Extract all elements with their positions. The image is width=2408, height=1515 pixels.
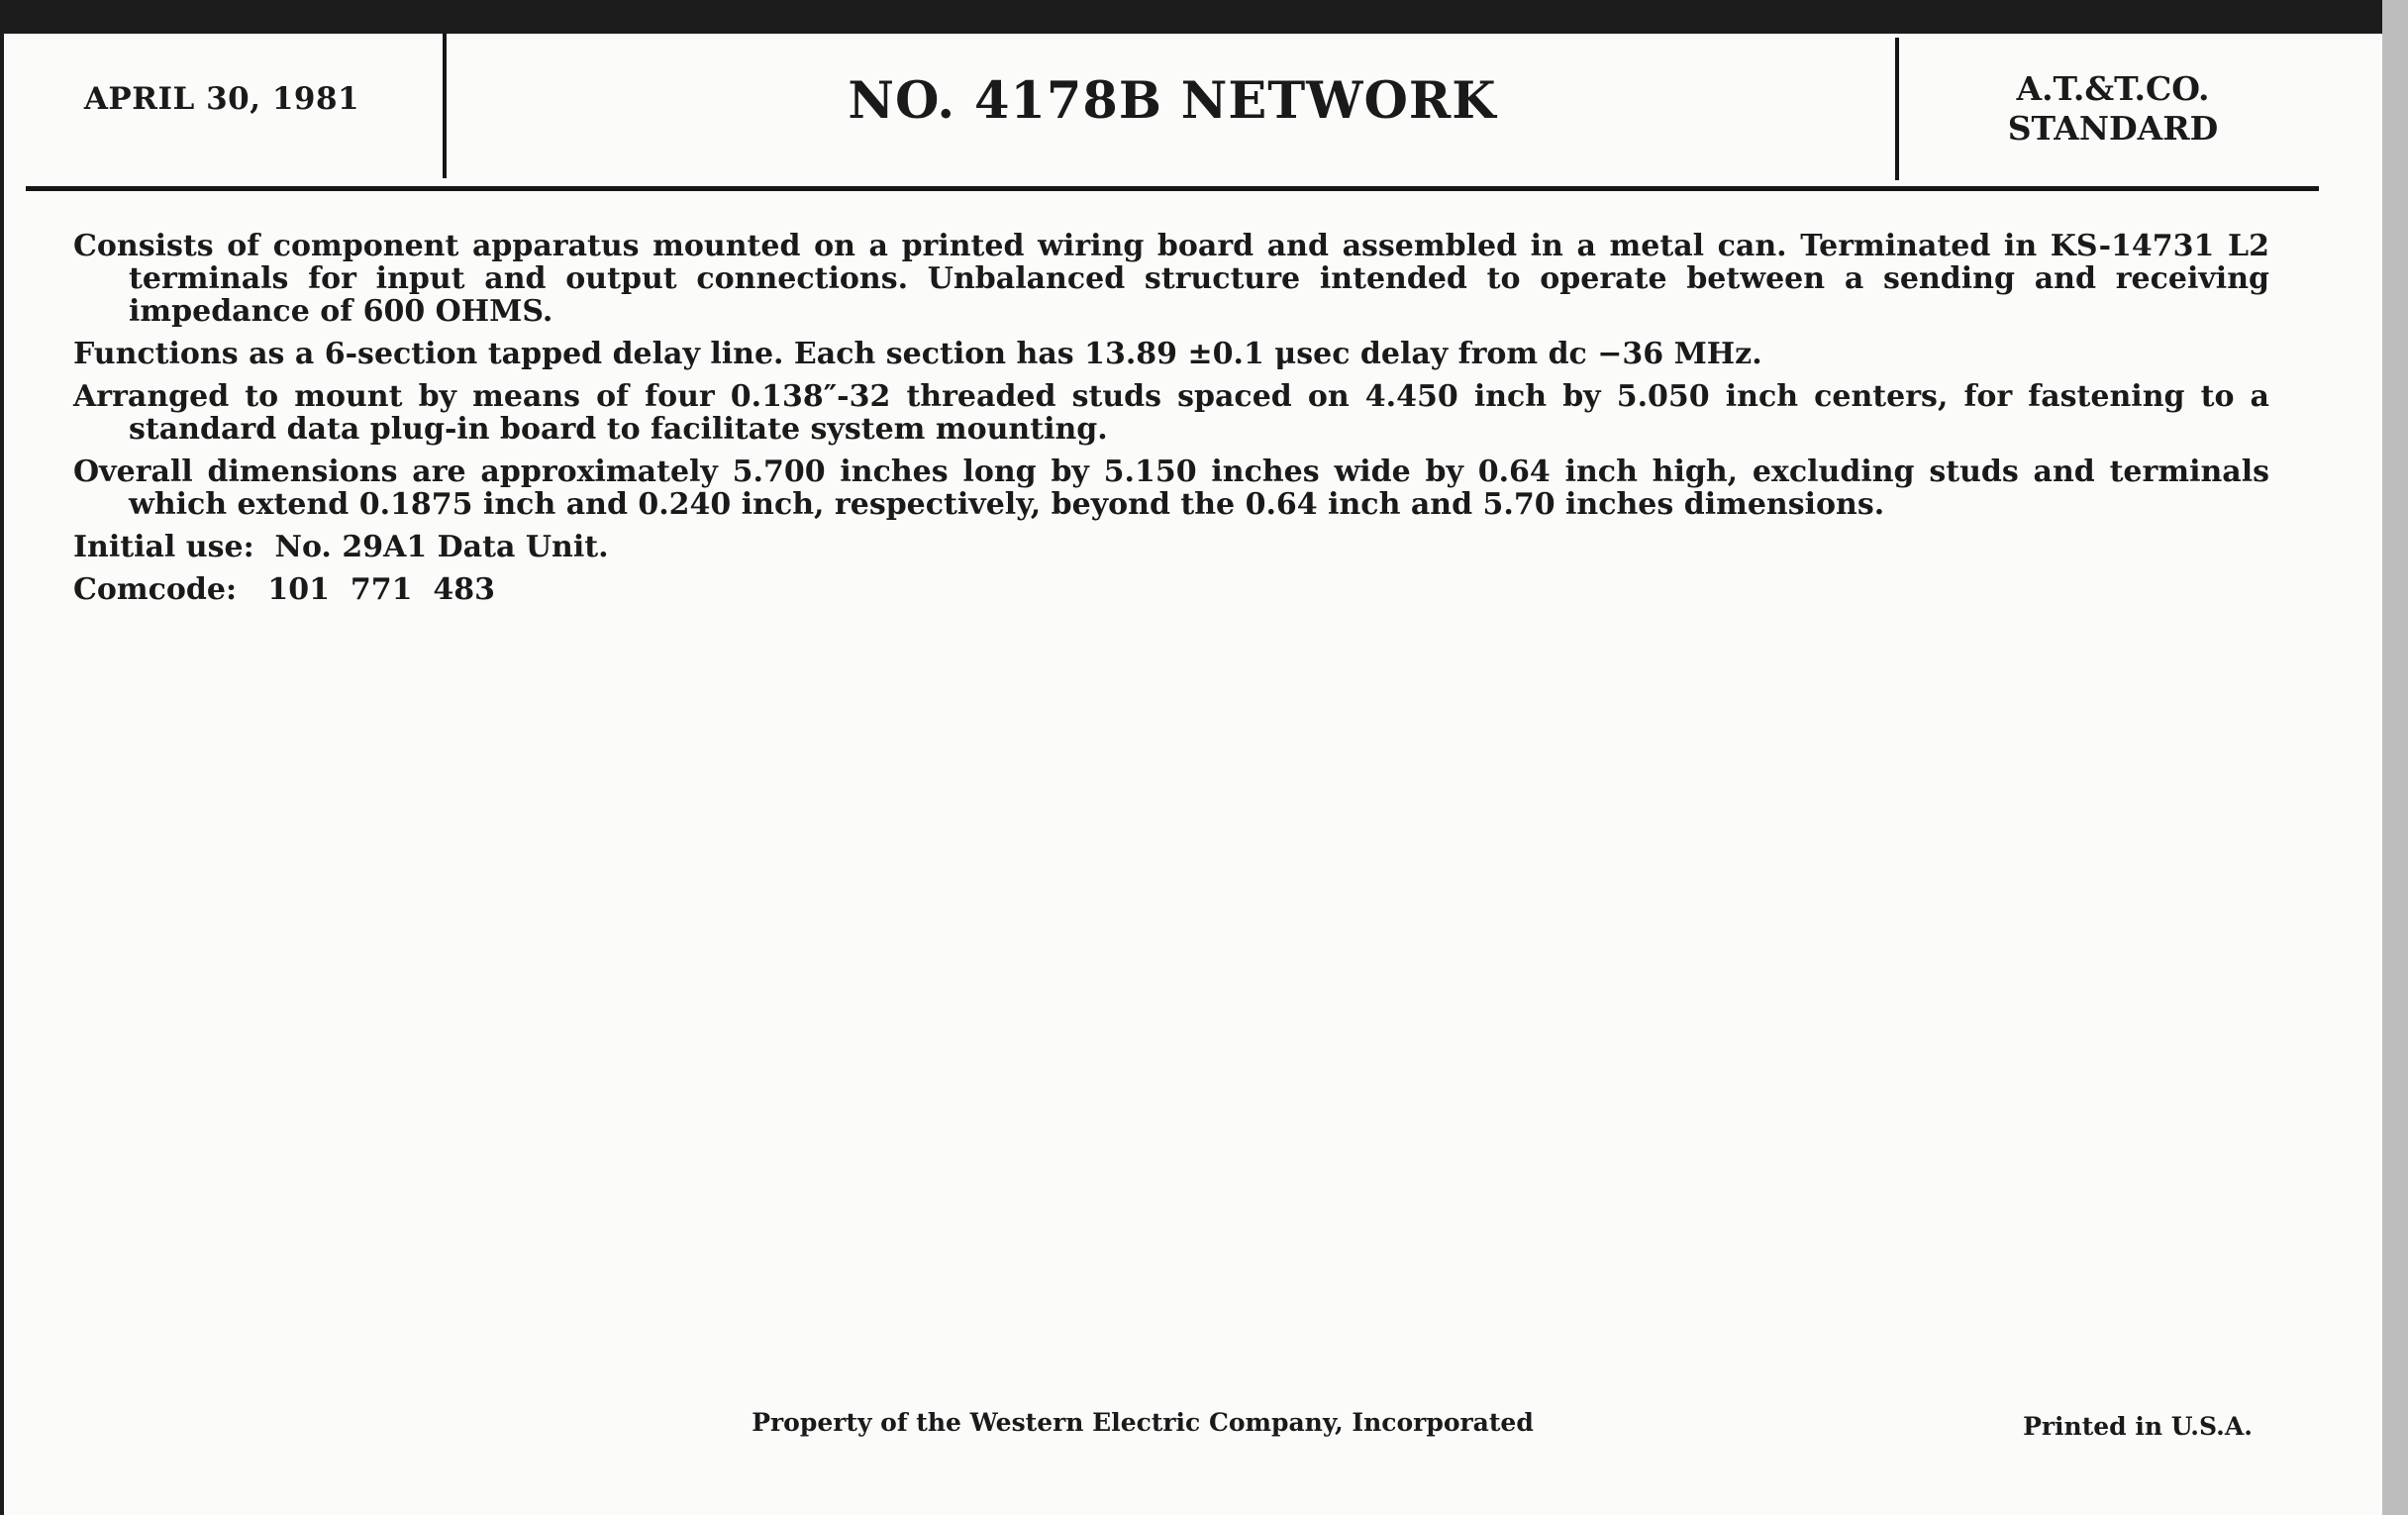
document-card [4, 34, 2382, 1515]
description-paragraph: Overall dimensions are approximately 5.700 inches long by 5.150 inches wide by 0.64 inch high, excluding studs and terminals which extend 0.1875 inch and 0.240 inch, respectively, beyond the 0.64 inch and 5.70 inches dimensions. [73, 454, 2269, 522]
header-divider [1895, 38, 1899, 180]
comcode: Comcode: 101 771 483 [73, 572, 496, 607]
scan-edge [2382, 0, 2408, 1515]
document-header [4, 34, 2382, 182]
standard-label: STANDARD [2007, 109, 2219, 148]
initial-use: Initial use: No. 29A1 Data Unit. [73, 530, 609, 564]
description-body [73, 230, 2269, 616]
issue-date: APRIL 30, 1981 [83, 81, 360, 117]
standard-company: A.T.&T.CO. [2016, 69, 2210, 108]
property-notice: Property of the Western Electric Company, Incorporated [752, 1408, 1534, 1437]
document-title: NO. 4178B NETWORK [848, 71, 1497, 131]
description-paragraph: Consists of component apparatus mounted on a printed wiring board and assembled in a metal can. Terminated in KS-14731 L2 terminals for input and output connections. Unbalanced structure intended to operate between a sending and receiving impedance of 600 OHMS. [73, 229, 2269, 329]
description-paragraph: Functions as a 6-section tapped delay line. Each section has 13.89 ±0.1 μsec delay from dc −36 MHz. [73, 337, 1762, 371]
standard-mark [1925, 69, 2301, 149]
header-rule [26, 186, 2319, 191]
description-paragraph: Arranged to mount by means of four 0.138″-32 threaded studs spaced on 4.450 inch by 5.050 inch centers, for fastening to a standard data plug-in board to facilitate system mounting. [73, 379, 2269, 447]
printed-notice: Printed in U.S.A. [2023, 1412, 2253, 1441]
